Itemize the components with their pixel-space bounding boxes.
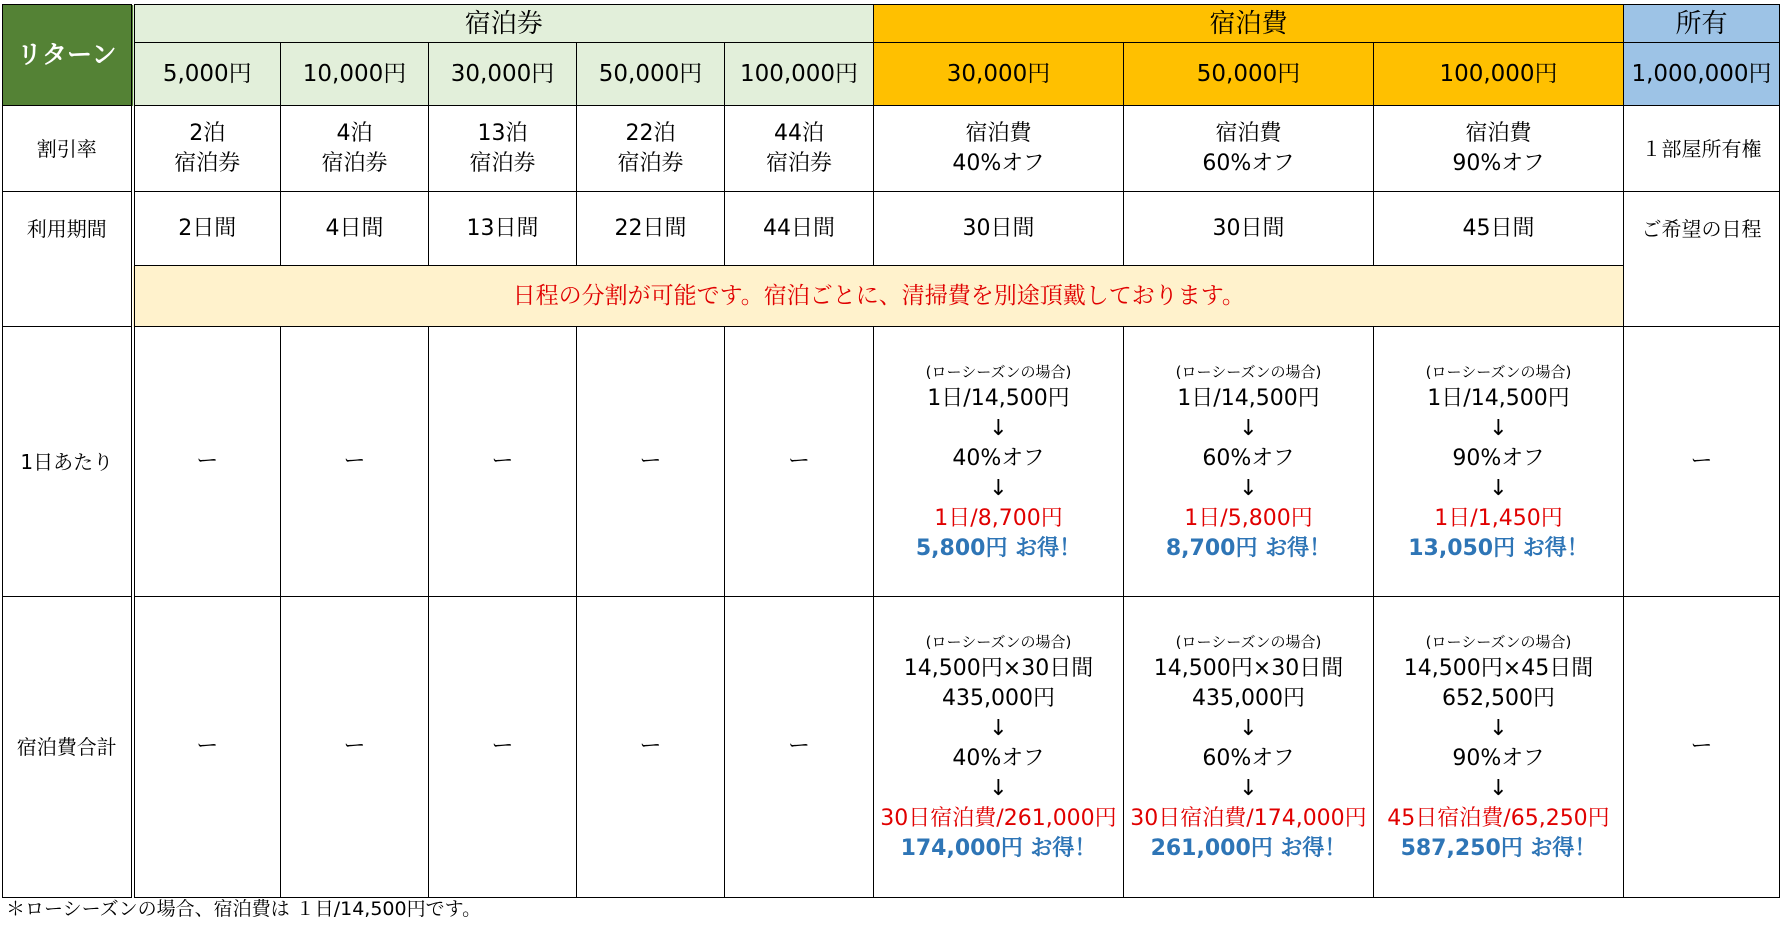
empty-dash: ー (1624, 327, 1780, 597)
discount-line: 13泊 (477, 120, 528, 146)
calc-text: 14,500円×30日間 (903, 656, 1094, 681)
period-cell: 2日間 (133, 192, 281, 266)
fee-group-header: 宿泊費 (874, 5, 1624, 43)
saving-text: 587,250円 お得！ (1400, 836, 1597, 861)
discount-line: 22泊 (625, 120, 676, 146)
discount-line: 4泊 (336, 120, 373, 146)
saving-text: 5,800円 お得！ (915, 535, 1082, 561)
season-note: (ローシーズンの場合) (1425, 362, 1572, 381)
price-cell: 1,000,000円 (1624, 43, 1780, 106)
empty-dash: ー (429, 327, 577, 597)
empty-dash: ー (1624, 597, 1780, 898)
discount-off: 40%オフ (952, 445, 1045, 471)
saving-text: 261,000円 お得！ (1150, 836, 1347, 861)
row-label-total: 宿泊費合計 (3, 597, 133, 898)
total-fee-cell (1124, 597, 1374, 898)
price-cell: 100,000円 (1374, 43, 1624, 106)
total-fee-cell (874, 597, 1124, 898)
calc-text: 14,500円×45日間 (1403, 656, 1594, 681)
empty-dash: ー (133, 597, 281, 898)
season-note: (ローシーズンの場合) (1425, 633, 1572, 651)
discount-cell (1374, 106, 1624, 192)
down-arrow: ↓ (1239, 415, 1258, 441)
down-arrow: ↓ (1489, 776, 1508, 801)
price-cell: 30,000円 (429, 43, 577, 106)
footnote: ＊ローシーズンの場合、宿泊費は １日/14,500円です。 (6, 898, 482, 920)
discount-off: 90%オフ (1452, 746, 1545, 771)
price-cell: 30,000円 (874, 43, 1124, 106)
period-label-text: 利用期間 (26, 217, 107, 241)
saving-text: 8,700円 お得！ (1165, 535, 1332, 561)
empty-dash: ー (725, 327, 874, 597)
empty-dash: ー (429, 597, 577, 898)
own-group-header: 所有 (1624, 5, 1780, 43)
discount-line: 宿泊費 (965, 120, 1032, 146)
saving-text: 174,000円 お得！ (900, 836, 1097, 861)
per-day-fee-cell (1374, 327, 1624, 597)
schedule-note: 日程の分割が可能です。宿泊ごとに、清掃費を別途頂戴しております。 (133, 266, 1624, 327)
period-cell: 4日間 (281, 192, 429, 266)
price-cell: 5,000円 (133, 43, 281, 106)
base-price: 1日/14,500円 (927, 385, 1070, 411)
result-price: 1日/1,450円 (1434, 505, 1563, 531)
empty-dash: ー (281, 327, 429, 597)
discount-line: 60%オフ (1202, 150, 1295, 176)
result-price: 30日宿泊費/261,000円 (880, 806, 1117, 831)
down-arrow: ↓ (989, 475, 1008, 501)
row-label-per-day: 1日あたり (3, 327, 133, 597)
price-cell: 10,000円 (281, 43, 429, 106)
price-cell: 50,000円 (577, 43, 725, 106)
down-arrow: ↓ (989, 415, 1008, 441)
row-label-discount: 割引率 (3, 106, 133, 192)
period-cell: 13日間 (429, 192, 577, 266)
discount-off: 60%オフ (1202, 746, 1295, 771)
discount-cell (577, 106, 725, 192)
base-price: 1日/14,500円 (1427, 385, 1570, 411)
row-label-period (3, 192, 133, 327)
empty-dash: ー (133, 327, 281, 597)
season-note: (ローシーズンの場合) (1175, 633, 1322, 651)
period-cell: 30日間 (1124, 192, 1374, 266)
total-fee-cell (1374, 597, 1624, 898)
down-arrow: ↓ (1239, 776, 1258, 801)
discount-line: 宿泊券 (765, 150, 832, 176)
per-day-fee-cell (1124, 327, 1374, 597)
discount-line: 宿泊券 (321, 150, 388, 176)
discount-cell (874, 106, 1124, 192)
discount-line: 40%オフ (952, 150, 1045, 176)
discount-line: 宿泊券 (469, 150, 536, 176)
discount-line: 宿泊費 (1465, 120, 1532, 146)
down-arrow: ↓ (1239, 475, 1258, 501)
down-arrow: ↓ (1489, 475, 1508, 501)
down-arrow: ↓ (1489, 415, 1508, 441)
discount-line: 宿泊券 (174, 150, 241, 176)
saving-text: 13,050円 お得！ (1408, 535, 1589, 561)
calc-text: 14,500円×30日間 (1153, 656, 1344, 681)
discount-line: 44泊 (774, 120, 824, 146)
empty-dash: ー (281, 597, 429, 898)
period-cell-own (1624, 192, 1780, 327)
down-arrow: ↓ (989, 716, 1008, 741)
per-day-fee-cell (874, 327, 1124, 597)
base-price: 1日/14,500円 (1177, 385, 1320, 411)
period-cell: 30日間 (874, 192, 1124, 266)
down-arrow: ↓ (1489, 716, 1508, 741)
base-price: 435,000円 (942, 686, 1055, 711)
season-note: (ローシーズンの場合) (925, 633, 1072, 651)
discount-line: 宿泊券 (617, 150, 684, 176)
empty-dash: ー (577, 597, 725, 898)
return-header: リターン (3, 5, 133, 106)
result-price: 1日/5,800円 (1184, 505, 1313, 531)
discount-cell (133, 106, 281, 192)
base-price: 652,500円 (1442, 686, 1555, 711)
base-price: 435,000円 (1192, 686, 1305, 711)
discount-off: 90%オフ (1452, 445, 1545, 471)
discount-line: 宿泊費 (1215, 120, 1282, 146)
period-own-text: ご希望の日程 (1641, 217, 1762, 241)
empty-dash: ー (725, 597, 874, 898)
empty-dash: ー (577, 327, 725, 597)
return-table (2, 4, 1780, 898)
result-price: 45日宿泊費/65,250円 (1387, 806, 1610, 831)
discount-off: 40%オフ (952, 746, 1045, 771)
down-arrow: ↓ (989, 776, 1008, 801)
season-note: (ローシーズンの場合) (925, 362, 1072, 381)
period-cell: 45日間 (1374, 192, 1624, 266)
voucher-group-header: 宿泊券 (133, 5, 874, 43)
discount-cell: １部屋所有権 (1624, 106, 1780, 192)
discount-cell (725, 106, 874, 192)
discount-cell (1124, 106, 1374, 192)
period-cell: 22日間 (577, 192, 725, 266)
discount-off: 60%オフ (1202, 445, 1295, 471)
discount-cell (281, 106, 429, 192)
price-cell: 100,000円 (725, 43, 874, 106)
result-price: 30日宿泊費/174,000円 (1130, 806, 1367, 831)
discount-line: 90%オフ (1452, 150, 1545, 176)
result-price: 1日/8,700円 (934, 505, 1063, 531)
period-cell: 44日間 (725, 192, 874, 266)
discount-cell (429, 106, 577, 192)
season-note: (ローシーズンの場合) (1175, 362, 1322, 381)
down-arrow: ↓ (1239, 716, 1258, 741)
price-cell: 50,000円 (1124, 43, 1374, 106)
discount-line: 2泊 (189, 120, 226, 146)
